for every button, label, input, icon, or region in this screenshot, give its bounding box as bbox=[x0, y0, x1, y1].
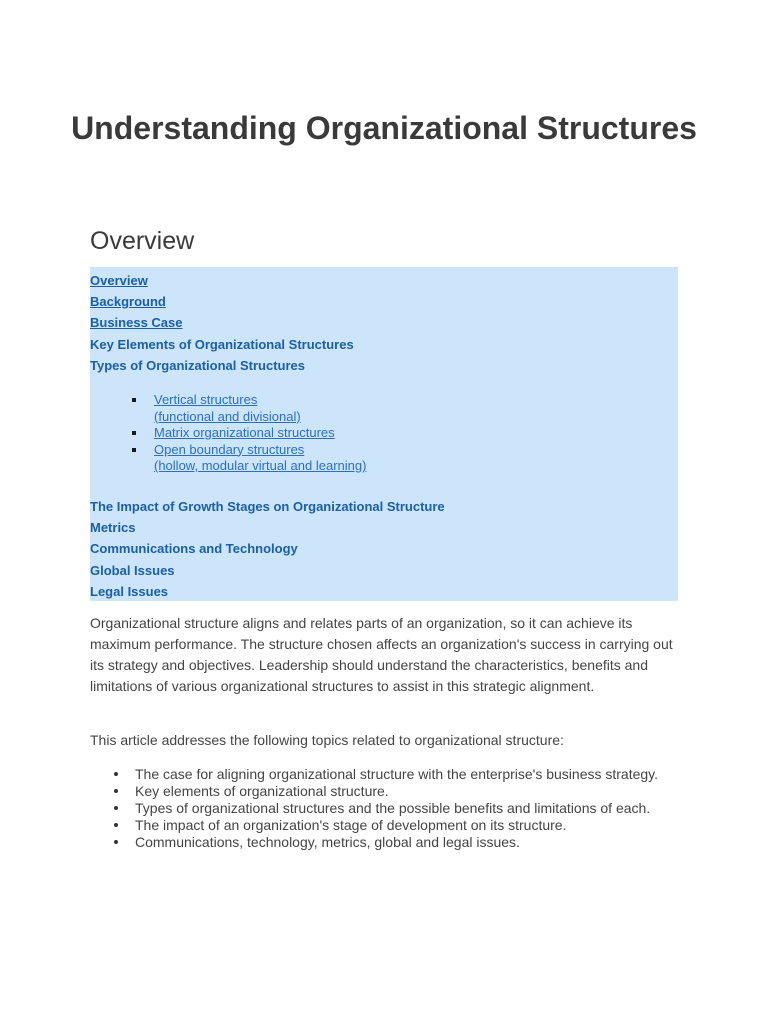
toc-link-growth-stages[interactable]: The Impact of Growth Stages on Organizational Structure bbox=[90, 499, 445, 514]
toc-link-overview[interactable]: Overview bbox=[90, 273, 148, 288]
toc-link-communications[interactable]: Communications and Technology bbox=[90, 541, 298, 556]
toc-sublink-open-boundary-detail[interactable]: (hollow, modular virtual and learning) bbox=[154, 458, 367, 473]
toc-link-legal-issues[interactable]: Legal Issues bbox=[90, 584, 169, 599]
list-item bbox=[90, 800, 680, 817]
toc-link-metrics[interactable]: Metrics bbox=[90, 520, 136, 535]
list-item-text: Key elements of organizational structure. bbox=[135, 783, 389, 799]
list-item-text: Communications, technology, metrics, global and legal issues. bbox=[135, 834, 520, 850]
toc-sublink-vertical[interactable]: Vertical structures bbox=[154, 392, 258, 407]
list-item bbox=[90, 817, 680, 834]
list-item bbox=[90, 834, 680, 851]
intro-paragraph: Organizational structure aligns and relates parts of an organization, so it can achieve its maximum performance. The structure chosen affects an organization's success in carrying out its strategy and objectives. Leadership should understand the characteristics, benefits and limitations of various organizational structures to assist in this strategic alignment. bbox=[90, 615, 673, 694]
toc-link-business-case[interactable]: Business Case bbox=[90, 315, 183, 330]
toc-link-global-issues[interactable]: Global Issues bbox=[90, 563, 175, 578]
bullet-icon bbox=[114, 823, 118, 827]
square-bullet-icon bbox=[132, 431, 136, 435]
list-item-text: The case for aligning organizational structure with the enterprise's business strategy. bbox=[135, 766, 659, 782]
toc-subitem bbox=[130, 425, 366, 442]
toc-subitem bbox=[130, 392, 366, 425]
toc-subitem bbox=[130, 442, 366, 475]
list-item bbox=[90, 783, 680, 800]
section-heading-overview: Overview bbox=[90, 227, 195, 255]
toc-link-background[interactable]: Background bbox=[90, 294, 166, 309]
bullet-icon bbox=[114, 772, 118, 776]
list-item bbox=[90, 766, 680, 783]
toc-link-types[interactable]: Types of Organizational Structures bbox=[90, 358, 306, 373]
toc-sublist bbox=[130, 392, 366, 475]
square-bullet-icon bbox=[132, 398, 136, 402]
bullet-icon bbox=[114, 806, 118, 810]
list-item-text: The impact of an organization's stage of development on its structure. bbox=[135, 817, 567, 833]
table-of-contents bbox=[90, 267, 678, 601]
topics-intro: This article addresses the following topics related to organizational structure: bbox=[90, 732, 564, 748]
square-bullet-icon bbox=[132, 448, 136, 452]
bullet-icon bbox=[114, 789, 118, 793]
toc-sublink-vertical-detail[interactable]: (functional and divisional) bbox=[154, 408, 301, 424]
page-title: Understanding Organizational Structures bbox=[71, 110, 697, 146]
toc-sublink-matrix[interactable]: Matrix organizational structures bbox=[154, 425, 335, 440]
topics-list bbox=[90, 766, 680, 851]
toc-link-key-elements[interactable]: Key Elements of Organizational Structures bbox=[90, 337, 354, 352]
toc-sublink-open-boundary[interactable]: Open boundary structures bbox=[154, 441, 305, 457]
list-item-text: Types of organizational structures and the possible benefits and limitations of each. bbox=[135, 800, 651, 816]
bullet-icon bbox=[114, 840, 118, 844]
